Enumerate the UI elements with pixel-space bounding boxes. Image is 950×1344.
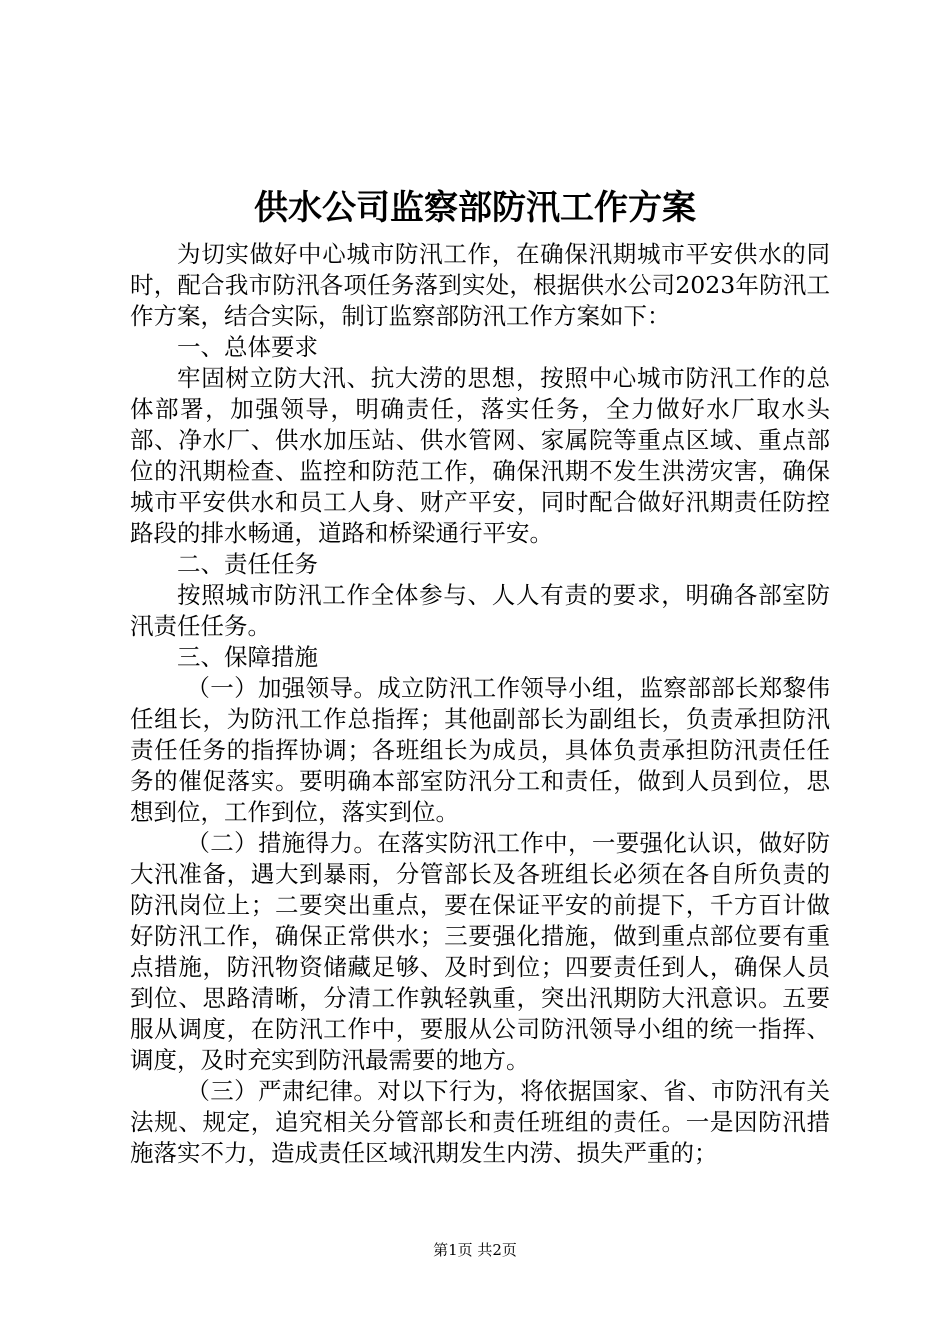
paragraph-leadership: （一）加强领导。成立防汛工作领导小组，监察部部长郑黎伟任组长，为防汛工作总指挥；其他副部长为副组长，负责承担防汛责任任务的指挥协调；各班组长为成员，具体负责承担防汛责任任务的催促落实。要明确本部室防汛分工和责任，做到人员到位，思想到位，工作到位，落实到位。: [130, 674, 830, 826]
heading-safeguard-measures: 三、保障措施: [177, 643, 318, 671]
paragraph-intro: 为切实做好中心城市防汛工作，在确保汛期城市平安供水的同时，配合我市防汛各项任务落到实处，根据供水公司2023年防汛工作方案，结合实际，制订监察部防汛工作方案如下：: [130, 240, 830, 330]
page-footer: 第1页 共2页: [433, 1241, 517, 1259]
paragraph-responsibilities: 按照城市防汛工作全体参与、人人有责的要求，明确各部室防汛责任任务。: [130, 581, 830, 640]
paragraph-measures: （二）措施得力。在落实防汛工作中，一要强化认识，做好防大汛准备，遇大到暴雨，分管部长及各班组长必须在各自所负责的防汛岗位上；二要突出重点，要在保证平安的前提下，千方百计做好防汛工作，确保正常供水；三要强化措施，做到重点部位要有重点措施，防汛物资储藏足够、及时到位；四要责任到人，确保人员到位、思路清晰，分清工作孰轻孰重，突出汛期防大汛意识。五要服从调度，在防汛工作中，要服从公司防汛领导小组的统一指挥、调度，及时充实到防汛最需要的地方。: [130, 829, 830, 1074]
heading-responsibilities: 二、责任任务: [177, 550, 318, 578]
paragraph-discipline: （三）严肃纪律。对以下行为，将依据国家、省、市防汛有关法规、规定，追究相关分管部长和责任班组的责任。一是因防汛措施落实不力，造成责任区域汛期发生内涝、损失严重的；: [130, 1077, 830, 1167]
paragraph-general-requirements: 牢固树立防大汛、抗大涝的思想，按照中心城市防汛工作的总体部署，加强领导，明确责任，落实任务，全力做好水厂取水头部、净水厂、供水加压站、供水管网、家属院等重点区域、重点部位的汛期检查、监控和防范工作，确保汛期不发生洪涝灾害，确保城市平安供水和员工人身、财产平安，同时配合做好汛期责任防控路段的排水畅通，道路和桥梁通行平安。: [130, 364, 830, 547]
document-body: [130, 239, 830, 1169]
heading-general-requirements: 一、总体要求: [177, 333, 318, 361]
document-title: 供水公司监察部防汛工作方案: [254, 188, 696, 228]
